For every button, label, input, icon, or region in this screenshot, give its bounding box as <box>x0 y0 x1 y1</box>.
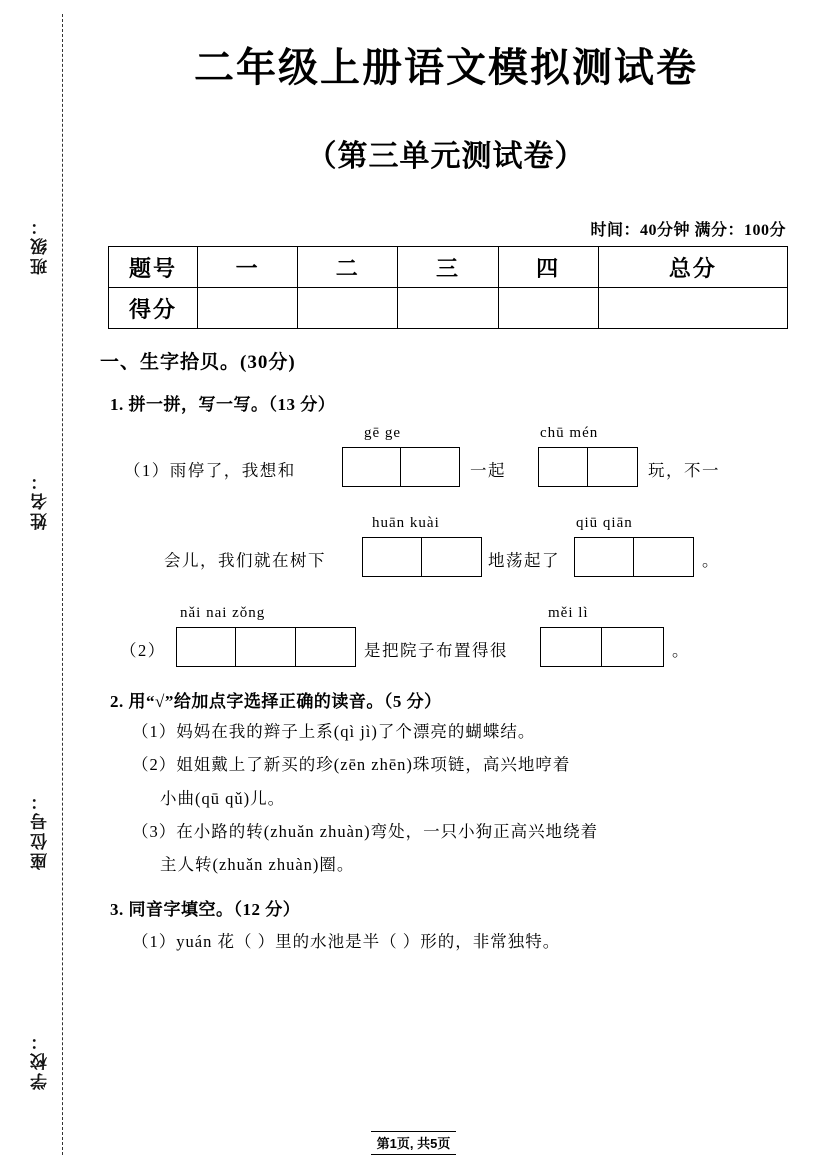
write-row-1 <box>96 421 796 497</box>
write-row-3 <box>96 597 796 681</box>
answer-grid-ge-ge[interactable] <box>342 447 460 487</box>
grid-cell[interactable] <box>363 538 422 576</box>
question-3-item-1: （1）yuán 花（ ）里的水池是半（ ）形的，非常独特。 <box>132 931 561 951</box>
score-input-cell[interactable] <box>598 288 787 329</box>
side-label-class: 班级： <box>31 215 50 275</box>
sentence-1-end: 玩，不一 <box>648 461 720 480</box>
score-header-cell: 总分 <box>598 247 787 288</box>
grid-cell[interactable] <box>575 538 634 576</box>
section-heading-1: 一、生字拾贝。(30分) <box>100 352 296 373</box>
grid-cell[interactable] <box>541 628 602 666</box>
sentence-3-mid: 是把院子布置得很 <box>364 641 508 660</box>
pinyin-qiu-qian: qiū qiān <box>576 515 633 531</box>
grid-cell[interactable] <box>539 448 588 486</box>
grid-cell[interactable] <box>343 448 401 486</box>
question-3-number: 3. <box>110 899 124 919</box>
sentence-1-start: （1）雨停了，我想和 <box>124 461 296 480</box>
question-2-head <box>110 687 796 712</box>
pinyin-mei-li: měi lì <box>548 605 589 621</box>
grid-cell[interactable] <box>602 628 663 666</box>
exam-content <box>96 0 796 1169</box>
question-1-head <box>110 390 796 415</box>
pinyin-ge-ge: gē ge <box>364 425 402 441</box>
question-2-item-5: 主人转(zhuǎn zhuàn)圈。 <box>160 855 355 875</box>
page-footer <box>0 1131 827 1155</box>
score-label-cell: 得分 <box>109 288 198 329</box>
sentence-3-start: （2） <box>120 641 166 660</box>
grid-cell[interactable] <box>236 628 295 666</box>
question-1-number: 1. <box>110 395 124 414</box>
write-row-2 <box>96 503 796 591</box>
question-3-text: 同音字填空。（12 分） <box>128 899 301 919</box>
score-input-cell[interactable] <box>198 288 298 329</box>
question-2-item-4: （3）在小路的转(zhuǎn zhuàn)弯处，一只小狗正高兴地绕着 <box>132 822 599 842</box>
score-input-cell[interactable] <box>498 288 598 329</box>
grid-cell[interactable] <box>588 448 637 486</box>
exam-meta: 时间：40分钟 满分：100分 <box>590 222 786 239</box>
answer-grid-qiu-qian[interactable] <box>574 537 694 577</box>
score-table <box>108 246 788 329</box>
answer-grid-mei-li[interactable] <box>540 627 664 667</box>
grid-cell[interactable] <box>401 448 459 486</box>
question-1-text: 拼一拼，写一写。（13 分） <box>128 395 336 414</box>
page-number: 第1页, 共5页 <box>371 1131 457 1155</box>
answer-grid-chu-men[interactable] <box>538 447 638 487</box>
side-label-student-id: 座位号： <box>31 790 50 870</box>
score-header-cell: 三 <box>398 247 498 288</box>
answer-grid-huan-kuai[interactable] <box>362 537 482 577</box>
pinyin-huan-kuai: huān kuài <box>372 515 440 531</box>
score-header-cell: 一 <box>198 247 298 288</box>
score-header-cell: 二 <box>298 247 398 288</box>
sentence-1-mid: 一起 <box>470 461 506 480</box>
sentence-2-end: 。 <box>702 551 720 570</box>
score-input-cell[interactable] <box>298 288 398 329</box>
score-input-cell[interactable] <box>398 288 498 329</box>
answer-grid-nai-nai-zong[interactable] <box>176 627 356 667</box>
side-label-school: 学校： <box>31 1030 50 1090</box>
page-title: 二年级上册语文模拟测试卷 <box>194 45 698 90</box>
grid-cell[interactable] <box>634 538 693 576</box>
question-2-text: 用“√”给加点字选择正确的读音。（5 分） <box>128 692 442 711</box>
binding-dashed-line <box>62 14 63 1155</box>
question-2-item-1: （1）妈妈在我的辫子上系(qì jì)了个漂亮的蝴蝶结。 <box>132 722 536 741</box>
pinyin-chu-men: chū mén <box>540 425 599 441</box>
table-row <box>109 247 788 288</box>
sentence-3-end: 。 <box>672 641 690 660</box>
table-row <box>109 288 788 329</box>
score-header-cell: 四 <box>498 247 598 288</box>
pinyin-nai-nai-zong: nǎi nai zǒng <box>180 605 266 621</box>
question-2-number: 2. <box>110 692 124 711</box>
question-2-item-2: （2）姐姐戴上了新买的珍(zēn zhēn)珠项链，高兴地哼着 <box>132 755 571 775</box>
score-header-cell: 题号 <box>109 247 198 288</box>
side-label-name: 姓名： <box>31 470 50 530</box>
question-2-item-3: 小曲(qū qǔ)儿。 <box>160 788 286 808</box>
question-3-head <box>110 895 796 920</box>
grid-cell[interactable] <box>177 628 236 666</box>
grid-cell[interactable] <box>422 538 481 576</box>
page-subtitle: （第三单元测试卷） <box>306 140 586 173</box>
side-label-group <box>20 0 62 1169</box>
sentence-2-start: 会儿，我们就在树下 <box>164 551 326 570</box>
sentence-2-mid: 地荡起了 <box>488 551 560 570</box>
grid-cell[interactable] <box>296 628 355 666</box>
